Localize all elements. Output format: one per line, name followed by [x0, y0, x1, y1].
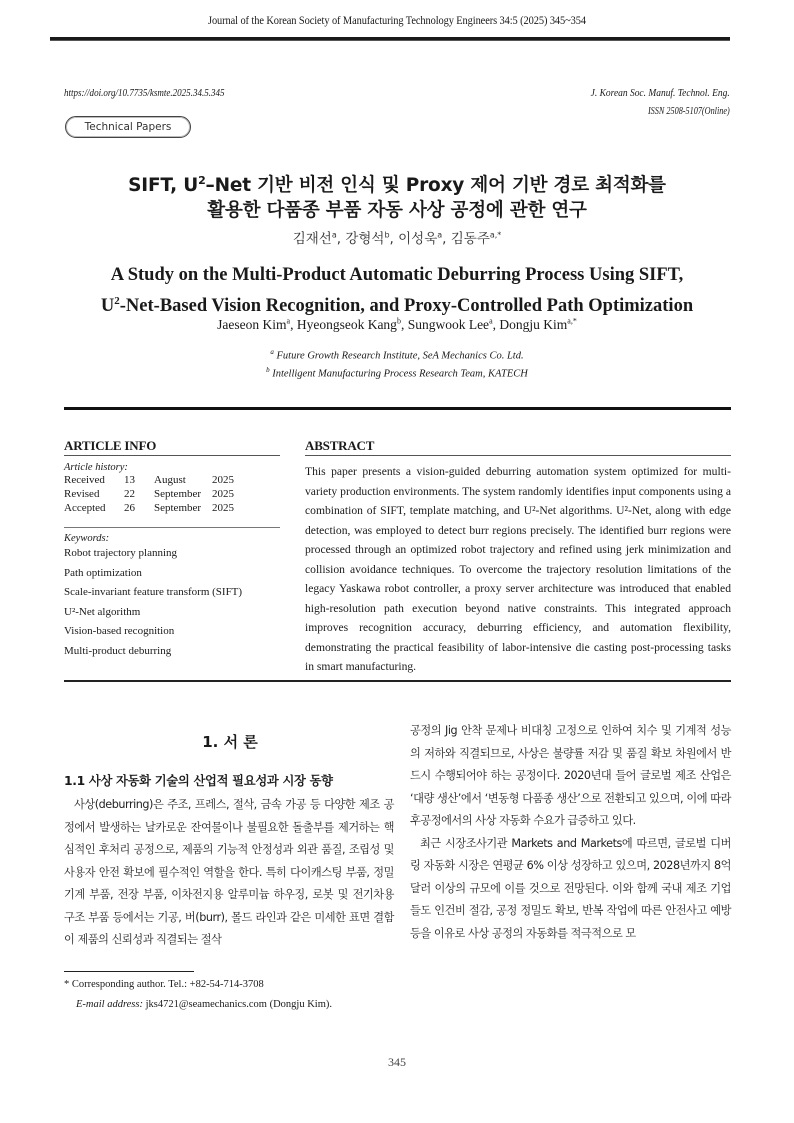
footnote-rule: [64, 971, 194, 972]
title-korean: [60, 168, 734, 223]
affiliation-b: $^b$ Intelligent Manufacturing Process Research Team, KATECH: [266, 366, 528, 380]
keyword-item: Multi-product deburring: [64, 644, 172, 657]
keyword-item: Robot trajectory planning: [64, 547, 178, 559]
body-column-right: [410, 720, 731, 945]
footnote-corresponding-author: * Corresponding author. Tel.: +82-54-714-3708: [64, 979, 264, 990]
authors-english: [0, 316, 794, 333]
history-row: Accepted 26 September 2025: [64, 502, 234, 514]
history-row: Received 13 August 2025: [64, 474, 234, 486]
title-korean-line-1: SIFT, $U^2$–Net 기반 비전 인식 및 Proxy 제어 기반 경로 최적화를: [128, 174, 666, 197]
journal-abbreviation: J. Korean Soc. Manuf. Technol. Eng.: [590, 87, 730, 99]
subsection-heading: 1.1 사상 자동화 기술의 산업적 필요성과 시장 동향: [64, 774, 333, 788]
section-heading: 1. 서 론: [202, 733, 258, 751]
issn: ISSN 2508-5107(Online): [648, 106, 730, 117]
author-en: Jaeseon Kim$^a$,: [217, 316, 297, 332]
header-rule: [50, 37, 730, 41]
section-divider: [64, 680, 731, 682]
keyword-item: Path optimization: [64, 566, 142, 579]
author-ko: 김재선$^a$,: [292, 230, 346, 247]
history-row: Revised 22 September 2025: [64, 488, 234, 500]
author-en: Sungwook Lee$^a$,: [407, 316, 500, 332]
keyword-item: Scale-invariant feature transform (SIFT): [64, 586, 243, 598]
keywords-divider: [64, 527, 280, 528]
affiliation-a: $^a$ Future Growth Research Institute, SeA Mechanics Co. Ltd.: [270, 348, 524, 362]
keyword-item: U²-Net algorithm: [64, 605, 141, 618]
title-english-line-2: $U^2-Net$-Based Vision Recognition, and Proxy-Controlled Path Optimization: [100, 295, 694, 317]
body-column-left: [64, 794, 394, 952]
page-number: 345: [388, 1055, 406, 1069]
article-type-badge: Technical Papers: [65, 116, 191, 138]
author-en: Dongju Kim$^{a,*}$: [499, 316, 577, 332]
keyword-item: Vision-based recognition: [64, 625, 175, 637]
author-ko: 이성욱$^a$,: [398, 230, 451, 247]
history-label: Article history:: [64, 462, 128, 473]
abstract-panel: [305, 438, 731, 677]
body-paragraph: 최근 시장조사기관 Markets and Markets에 따르면, 글로벌 디버링 자동화 시장은 연평균 6% 이상 성장하고 있으며, 2028년까지 8억 달러 이상의 규모에 이를 것으로 전망된다. 이와 함께 국내 제조 기업들도 인건비 절감, 공정 정밀도 확보, 반복 작업에 따른 안전사고 예방 등을 이유로 사상 공정의 자동화를 적극적으로 모: [410, 836, 731, 940]
author-ko: 강형석$^b$,: [345, 230, 399, 247]
section-divider-thick: [64, 407, 731, 410]
journal-running-header: Journal of the Korean Society of Manufacturing Technology Engineers 34:5 (2025) 345~354: [207, 15, 586, 27]
article-info-heading: ARTICLE INFO: [64, 438, 280, 456]
abstract-text: This paper presents a vision-guided deburring automation system optimized for multi-variety production environments. The system randomly identifies input components using a combination of SIFT, template matching, and U²-Net algorithms. U²-Net, along with edge detection, was employed to detect burr regions precisely. The identified burr regions were processed through an optimized robot trajectory and refined using jerk minimization and collision avoidance techniques. To overcome the trajectory resolution limitations of the legacy Yaskawa robot controller, a proxy server architecture was introduced that enabled high-resolution path execution beyond native constraints. This integrated approach improves recognition accuracy, deburring efficiency, and automation flexibility, demonstrating the practical feasibility of labor-intensive die casting post-processing tasks in smart manufacturing.: [305, 465, 731, 673]
abstract-heading: ABSTRACT: [305, 438, 731, 456]
footnote-email: E-mail address: jks4721@seamechanics.com (Dongju Kim).: [76, 999, 332, 1010]
title-english-line-1: A Study on the Multi-Product Automatic Deburring Process Using SIFT,: [110, 265, 684, 285]
body-paragraph: 공정의 Jig 안착 문제나 비대칭 고정으로 인하여 치수 및 기계적 성능의 저하와 직결되므로, 사상은 불량률 저감 및 품질 확보 차원에서 반드시 수행되어야 하는 공정이다. 2020년대 들어 글로벌 제조 산업은 ‘대량 생산’에서 ‘변동형 다품종 생산’으로 전환되고 있으며, 이에 따라 후공정에서의 사상 자동화 수요가 급증하고 있다.: [410, 724, 731, 827]
email-link[interactable]: jks4721@seamechanics.com (Dongju Kim).: [145, 999, 332, 1010]
author-ko: 김동주$^{a,*}$: [450, 230, 502, 247]
keywords-label: Keywords:: [64, 533, 110, 544]
title-english: [40, 262, 754, 319]
body-paragraph: 사상(deburring)은 주조, 프레스, 절삭, 금속 가공 등 다양한 제조 공정에서 발생하는 날카로운 잔여물이나 불필요한 돌출부를 제거하는 핵심적인 후처리 공정으로, 제품의 기능적 안정성과 외관 품질, 조립성 및 사용자 안전 확보에 필수적인 역할을 한다. 특히 다이캐스팅 부품, 정밀 기계 부품, 전장 부품, 이차전지용 알루미늄 하우징, 로봇 및 전기차용 구조 부품 등에서는 기공, 버(burr), 몰드 라인과 같은 미세한 표면 결함이 제품의 신뢰성과 직결되는 절삭: [64, 798, 394, 946]
authors-korean: [0, 227, 794, 247]
article-info-panel: [64, 438, 280, 661]
author-en: Hyeongseok Kang$^b$,: [296, 316, 408, 332]
title-korean-line-2: 활용한 다품종 부품 자동 사상 공정에 관한 연구: [207, 200, 587, 222]
doi-link[interactable]: https://doi.org/10.7735/ksmte.2025.34.5.345: [64, 87, 225, 99]
